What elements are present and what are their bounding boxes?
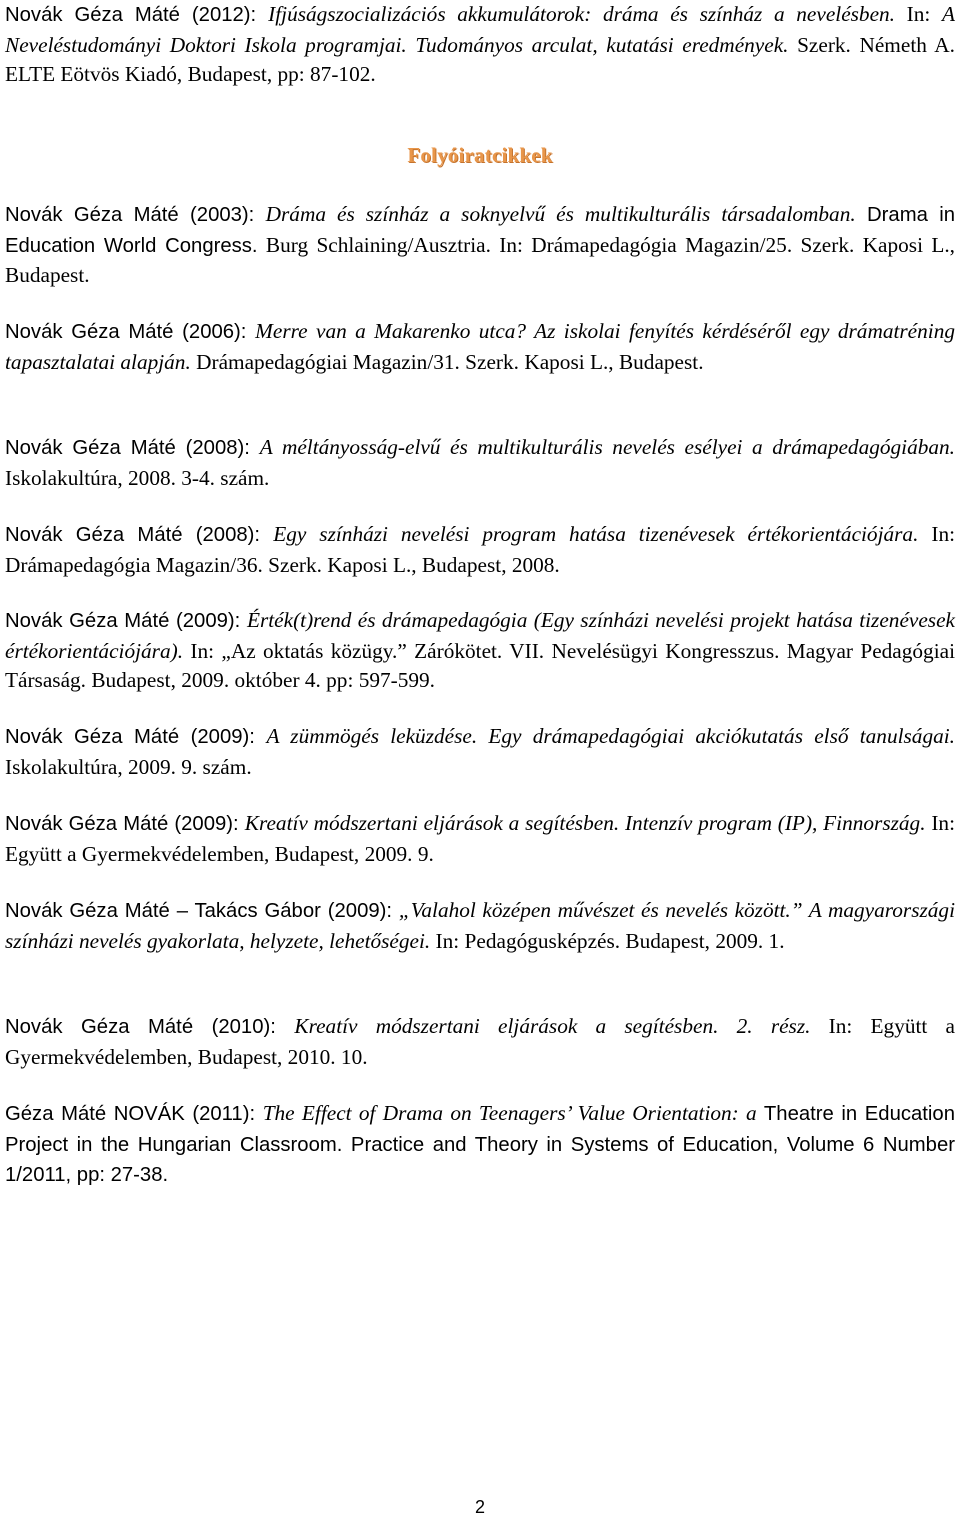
article-author: Novák Géza Máté (2009): <box>5 610 247 632</box>
article-entry <box>5 809 955 869</box>
article-author: Novák Géza Máté (2003): <box>5 204 266 226</box>
article-entry <box>5 1012 955 1072</box>
reference-title: Ifjúságszocializációs akkumulátorok: dráma és színház a nevelésben. <box>268 2 896 26</box>
article-author: Novák Géza Máté (2008): <box>5 524 274 546</box>
article-title: Merre van a Makarenko utca? Az iskolai fenyítés kérdéséről egy drámatréning tapasztalatai alapján. <box>5 319 955 374</box>
article-title: A méltányosság-elvű és multikulturális nevelés esélyei a drámapedagógiában. <box>259 435 955 459</box>
article-title: Kreatív módszertani eljárások a segítésben. 2. rész. <box>294 1014 811 1038</box>
article-author: Novák Géza Máté – Takács Gábor (2009): <box>5 900 399 922</box>
article-details: Drámapedagógiai Magazin/31. Szerk. Kaposi L., Budapest. <box>190 349 704 374</box>
article-entry <box>5 200 955 291</box>
article-details: In: „Az oktatás közügy.” Zárókötet. VII. Nevelésügyi Kongresszus. Magyar Pedagógiai Társaság. Budapest, 2009. október 4. pp: 597-599. <box>5 638 955 692</box>
article-title: Érték(t)rend és drámapedagógia (Egy színházi nevelési projekt hatása tizenévesek értékorientációjára). <box>5 608 955 663</box>
article-venue: Drama in Education World Congress. <box>5 204 955 257</box>
article-title: The Effect of Drama on Teenagers’ Value Orientation: a <box>262 1101 757 1125</box>
article-details: Iskolakultúra, 2009. 9. szám. <box>5 754 252 779</box>
article-title: A zümmögés leküzdése. Egy drámapedagógiai akciókutatás első tanulságai. <box>266 724 955 748</box>
article-entry <box>5 520 955 580</box>
article-details: In: Együtt a Gyermekvédelemben, Budapest, 2009. 9. <box>5 811 955 866</box>
article-author: Novák Géza Máté (2009): <box>5 726 267 748</box>
article-entry <box>5 433 955 493</box>
article-entry <box>5 896 955 956</box>
reference-author: Novák Géza Máté (2012): <box>5 4 269 26</box>
article-details: In: Drámapedagógia Magazin/36. Szerk. Kaposi L., Budapest, 2008. <box>5 522 956 577</box>
article-details: Iskolakultúra, 2008. 3-4. szám. <box>5 465 270 490</box>
article-author: Novák Géza Máté (2010): <box>5 1016 295 1038</box>
article-author: Novák Géza Máté (2009): <box>5 813 245 835</box>
article-author: Géza Máté NOVÁK (2011): <box>5 1103 263 1125</box>
article-details: Theatre in Education Project in the Hungarian Classroom. Practice and Theory in Systems of Education, Volume 6 Number 1/2011, pp: 27-38. <box>5 1103 955 1186</box>
article-details: In: Együtt a Gyermekvédelemben, Budapest, 2010. 10. <box>5 1014 956 1069</box>
reference-in: In: <box>895 2 942 26</box>
article-author: Novák Géza Máté (2008): <box>5 437 260 459</box>
article-details: Burg Schlaining/Ausztria. In: Drámapedagógia Magazin/25. Szerk. Kaposi L., Budapest. <box>5 232 955 287</box>
article-title: „Valahol középen művészet és nevelés között.” A magyarországi színházi nevelés gyakorlata, helyzete, lehetőségei. <box>5 898 955 953</box>
article-entry <box>5 722 955 782</box>
article-details: In: Pedagógusképzés. Budapest, 2009. 1. <box>430 928 785 953</box>
reference-entry <box>5 0 955 90</box>
reference-book: A Neveléstudományi Doktori Iskola programjai. Tudományos arculat, kutatási eredmények. <box>5 2 955 57</box>
reference-details: Szerk. Németh A. ELTE Eötvös Kiadó, Budapest, pp: 87-102. <box>5 32 955 86</box>
article-entry <box>5 606 955 696</box>
article-title: Kreatív módszertani eljárások a segítésben. Intenzív program (IP), Finnország. <box>244 811 926 835</box>
article-entry <box>5 317 955 377</box>
article-entry <box>5 1099 955 1191</box>
article-author: Novák Géza Máté (2006): <box>5 321 256 343</box>
article-title: Dráma és színház a soknyelvű és multikulturális társadalomban. <box>265 202 856 226</box>
article-title: Egy színházi nevelési program hatása tizenévesek értékorientációjára. <box>273 522 919 546</box>
page-number: 2 <box>474 1497 485 1517</box>
section-heading: Folyóiratcikkek <box>407 143 553 167</box>
